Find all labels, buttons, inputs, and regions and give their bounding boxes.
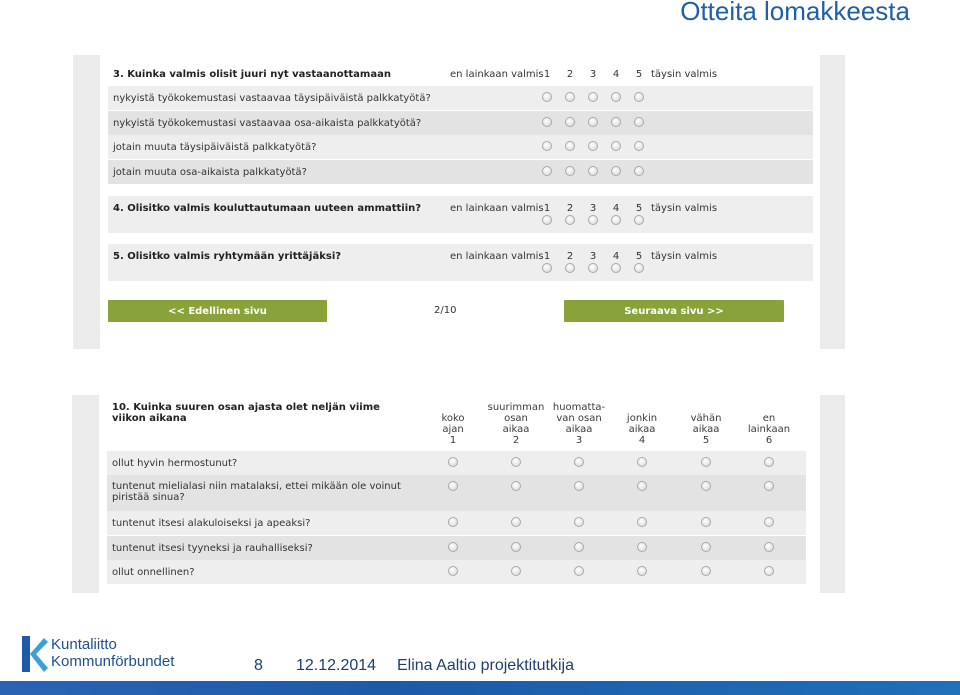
q3-header (108, 63, 813, 85)
slide-title: Otteita lomakkeesta (680, 0, 910, 26)
q5-radio-4[interactable] (611, 263, 621, 273)
q5-title: 5. Olisitko valmis ryhtymään yrittäjäksi? (113, 251, 342, 262)
q4-scale-2: 2 (566, 203, 574, 214)
q10-item-4-radio-3[interactable] (574, 542, 584, 552)
q5-radio-2[interactable] (565, 263, 575, 273)
q10-item-4-text: tuntenut itsesi tyyneksi ja rauhalliseksi? (112, 543, 313, 554)
q10-item-1-radio-2[interactable] (511, 457, 521, 467)
q10-item-4-radio-2[interactable] (511, 542, 521, 552)
q10-row-4 (107, 536, 806, 560)
q10-item-1-radio-1[interactable] (448, 457, 458, 467)
q3-item-2-text: nykyistä työkokemustasi vastaavaa osa-aikaista palkkatyötä? (113, 118, 422, 129)
q4-row (108, 196, 813, 233)
q3-item-1-radio-3[interactable] (588, 92, 598, 102)
q3-title: 3. Kuinka valmis olisit juuri nyt vastaanottamaan (113, 69, 391, 80)
q4-radio-1[interactable] (542, 215, 552, 225)
q5-radio-5[interactable] (634, 263, 644, 273)
q10-item-5-radio-2[interactable] (511, 566, 521, 576)
q5-scale-2: 2 (566, 251, 574, 262)
q10-item-5-text: ollut onnellinen? (112, 567, 195, 578)
q4-radio-4[interactable] (611, 215, 621, 225)
q10-row-3 (107, 511, 806, 535)
q3-item-3-radio-4[interactable] (611, 141, 621, 151)
q5-scale-1: 1 (543, 251, 551, 262)
q3-item-2-radio-3[interactable] (588, 117, 598, 127)
q10-item-2-radio-4[interactable] (637, 481, 647, 491)
q3-row-1 (108, 86, 813, 110)
q10-item-2-radio-1[interactable] (448, 481, 458, 491)
q3-row-3 (108, 135, 813, 159)
page-indicator: 2/10 (434, 305, 457, 316)
form-page-1 (100, 55, 820, 349)
q4-min-label: en lainkaan valmis (450, 203, 544, 214)
q5-max-label: täysin valmis (651, 251, 718, 262)
q3-item-3-text: jotain muuta täysipäiväistä palkkatyötä? (113, 142, 317, 153)
q10-row-1 (107, 451, 806, 475)
q10-item-4-radio-4[interactable] (637, 542, 647, 552)
q10-item-2-radio-5[interactable] (701, 481, 711, 491)
q3-min-label: en lainkaan valmis (450, 69, 544, 80)
q3-item-3-radio-2[interactable] (565, 141, 575, 151)
q4-scale-5: 5 (635, 203, 643, 214)
q10-item-5-radio-1[interactable] (448, 566, 458, 576)
q10-item-3-radio-6[interactable] (764, 517, 774, 527)
q5-radio-3[interactable] (588, 263, 598, 273)
q4-scale-4: 4 (612, 203, 620, 214)
q3-row-4 (108, 160, 813, 184)
q10-item-1-radio-5[interactable] (701, 457, 711, 467)
q10-item-2-radio-3[interactable] (574, 481, 584, 491)
q10-row-5 (107, 560, 806, 584)
q3-scale-3: 3 (589, 69, 597, 80)
q10-item-2-radio-6[interactable] (764, 481, 774, 491)
footer-author: Elina Aaltio projektitutkija (397, 657, 574, 674)
form-screenshot-2 (72, 395, 845, 593)
kuntaliitto-logo-icon (18, 634, 50, 674)
q4-scale-1: 1 (543, 203, 551, 214)
q3-item-3-radio-5[interactable] (634, 141, 644, 151)
logo-text-fi: Kuntaliitto (51, 636, 117, 653)
q10-col-4-num: 4 (638, 435, 646, 446)
q10-col-6-header (739, 413, 799, 446)
form-screenshot-1 (73, 55, 845, 349)
q5-min-label: en lainkaan valmis (450, 251, 544, 262)
q5-row (108, 244, 813, 281)
q10-item-1-radio-6[interactable] (764, 457, 774, 467)
q4-radio-3[interactable] (588, 215, 598, 225)
q10-item-4-radio-1[interactable] (448, 542, 458, 552)
form-page-2 (99, 395, 820, 593)
q10-item-3-radio-2[interactable] (511, 517, 521, 527)
q3-scale-4: 4 (612, 69, 620, 80)
q10-col-6-num: 6 (765, 435, 773, 446)
q10-item-1-text: ollut hyvin hermostunut? (112, 458, 238, 469)
q3-item-1-radio-2[interactable] (565, 92, 575, 102)
q10-item-5-radio-6[interactable] (764, 566, 774, 576)
q3-scale-2: 2 (566, 69, 574, 80)
q3-item-1-radio-5[interactable] (634, 92, 644, 102)
q3-item-1-radio-1[interactable] (542, 92, 552, 102)
q10-item-3-radio-1[interactable] (448, 517, 458, 527)
q10-row-2 (107, 475, 806, 511)
q10-col-5-num: 5 (702, 435, 710, 446)
previous-page-button[interactable]: << Edellinen sivu (108, 300, 327, 322)
q5-scale-5: 5 (635, 251, 643, 262)
footer-strip (0, 681, 960, 695)
q5-radio-1[interactable] (542, 263, 552, 273)
q4-title: 4. Olisitko valmis kouluttautumaan uuteen ammattiin? (113, 203, 422, 214)
q3-item-4-radio-2[interactable] (565, 166, 575, 176)
q10-item-3-text: tuntenut itsesi alakuloiseksi ja apeaksi? (112, 518, 311, 529)
q10-item-5-radio-4[interactable] (637, 566, 647, 576)
q10-item-3-radio-5[interactable] (701, 517, 711, 527)
q4-radio-2[interactable] (565, 215, 575, 225)
q10-col-3-label: huomatta- van osan aikaa (552, 402, 606, 435)
q10-item-2-radio-2[interactable] (511, 481, 521, 491)
q3-item-2-radio-1[interactable] (542, 117, 552, 127)
q10-col-6-label: en lainkaan (747, 413, 791, 435)
q3-item-4-radio-3[interactable] (588, 166, 598, 176)
q10-title: 10. Kuinka suuren osan ajasta olet neljän viime viikon aikana (112, 402, 380, 424)
q10-col-2-header (486, 402, 546, 446)
q10-col-1-header (423, 413, 483, 446)
q10-item-1-radio-4[interactable] (637, 457, 647, 467)
q3-item-1-text: nykyistä työkokemustasi vastaavaa täysipäiväistä palkkatyötä? (113, 93, 431, 104)
q3-item-2-radio-4[interactable] (611, 117, 621, 127)
q10-item-3-radio-3[interactable] (574, 517, 584, 527)
q4-max-label: täysin valmis (651, 203, 718, 214)
q3-item-2-radio-2[interactable] (565, 117, 575, 127)
q10-item-5-radio-3[interactable] (574, 566, 584, 576)
q3-item-4-text: jotain muuta osa-aikaista palkkatyötä? (113, 167, 307, 178)
next-page-button[interactable]: Seuraava sivu >> (564, 300, 784, 322)
q5-scale-4: 4 (612, 251, 620, 262)
q10-col-2-num: 2 (512, 435, 520, 446)
q3-scale-1: 1 (543, 69, 551, 80)
q3-item-3-radio-3[interactable] (588, 141, 598, 151)
q10-col-3-num: 3 (575, 435, 583, 446)
q10-col-2-label: suurimman osan aikaa (487, 402, 545, 435)
q3-item-1-radio-4[interactable] (611, 92, 621, 102)
q3-item-2-radio-5[interactable] (634, 117, 644, 127)
q10-item-1-radio-3[interactable] (574, 457, 584, 467)
q10-item-4-radio-6[interactable] (764, 542, 774, 552)
q10-col-3-header (549, 402, 609, 446)
q3-scale-5: 5 (635, 69, 643, 80)
footer-date: 12.12.2014 (296, 657, 377, 674)
q10-col-5-header (676, 413, 736, 446)
q10-item-3-radio-4[interactable] (637, 517, 647, 527)
q10-item-4-radio-5[interactable] (701, 542, 711, 552)
q3-item-4-radio-4[interactable] (611, 166, 621, 176)
q3-item-4-radio-5[interactable] (634, 166, 644, 176)
q10-item-5-radio-5[interactable] (701, 566, 711, 576)
q10-col-5-label: vähän aikaa (690, 413, 722, 435)
page-number: 8 (254, 657, 263, 674)
q10-col-4-header (612, 413, 672, 446)
q5-scale-3: 3 (589, 251, 597, 262)
q3-item-3-radio-1[interactable] (542, 141, 552, 151)
logo-text-sv: Kommunförbundet (51, 653, 175, 670)
q4-radio-5[interactable] (634, 215, 644, 225)
q3-row-2 (108, 111, 813, 135)
q10-col-1-num: 1 (449, 435, 457, 446)
q3-item-4-radio-1[interactable] (542, 166, 552, 176)
q10-col-1-label: koko ajan (441, 413, 465, 435)
q10-col-4-label: jonkin aikaa (626, 413, 658, 435)
q4-scale-3: 3 (589, 203, 597, 214)
q10-item-2-text: tuntenut mielialasi niin matalaksi, ettei mikään ole voinut piristää sinua? (112, 481, 401, 503)
kuntaliitto-logo (18, 634, 188, 676)
q3-max-label: täysin valmis (651, 69, 718, 80)
